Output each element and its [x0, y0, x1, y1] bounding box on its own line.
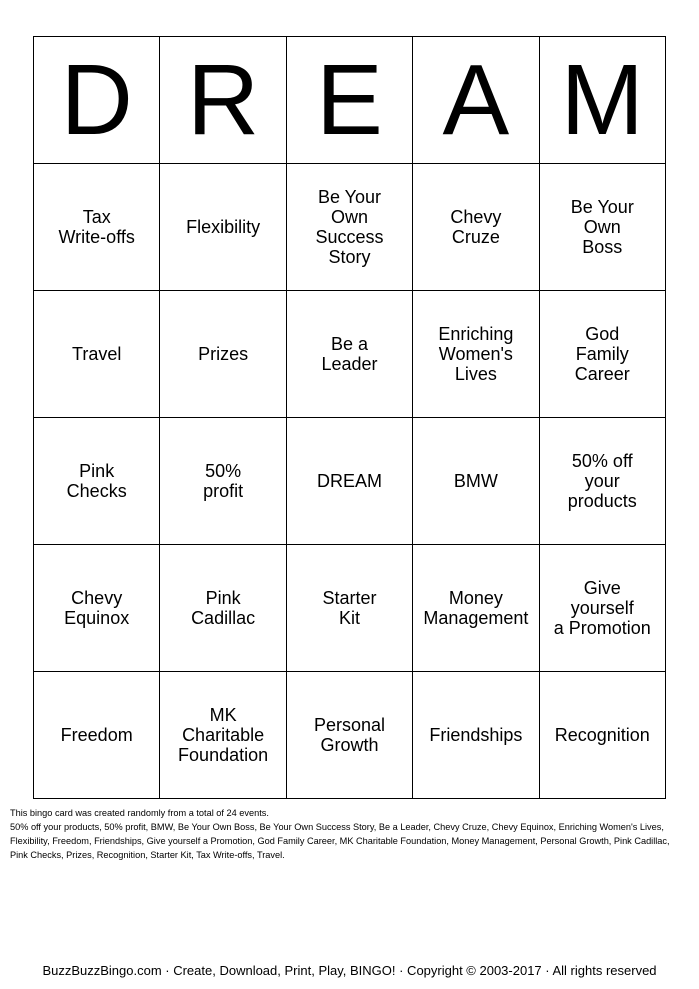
bingo-cell — [34, 418, 160, 545]
cell-text: Starter Kit — [322, 588, 377, 628]
cell-text: Prizes — [198, 344, 249, 364]
bingo-cell — [160, 672, 286, 799]
bingo-cell — [539, 545, 665, 672]
header-cell: A — [413, 37, 539, 164]
info-event-list: 50% off your products, 50% profit, BMW, Be Your Own Boss, Be Your Own Success Story, Be a Leader, Chevy Cruze, Chevy Equinox, Enriching Women's Lives, — [10, 822, 664, 832]
cell-text: Pink Checks — [66, 461, 127, 501]
cell-text: Be a Leader — [321, 334, 378, 374]
free-space-cell — [286, 418, 412, 545]
card-info — [10, 806, 690, 862]
cell-text: Friendships — [429, 725, 523, 745]
cell-text: 50% off your products — [567, 451, 637, 511]
header-row — [34, 37, 666, 164]
bingo-cell — [34, 291, 160, 418]
cell-text: Flexibility — [186, 217, 261, 237]
bingo-cell — [413, 545, 539, 672]
bingo-cell — [34, 672, 160, 799]
cell-text: God Family Career — [574, 324, 630, 384]
bingo-row — [34, 418, 666, 545]
cell-text: Be Your Own Success Story — [315, 187, 384, 267]
bingo-cell — [34, 545, 160, 672]
cell-text: Tax Write-offs — [58, 207, 135, 247]
bingo-cell — [539, 418, 665, 545]
bingo-cell — [413, 418, 539, 545]
cell-text: 50% profit — [203, 461, 244, 501]
bingo-row — [34, 164, 666, 291]
bingo-cell — [286, 291, 412, 418]
bingo-cell — [160, 164, 286, 291]
bingo-cell — [539, 164, 665, 291]
cell-text: Chevy Cruze — [450, 207, 502, 247]
cell-text: BMW — [453, 471, 498, 491]
bingo-cell — [160, 291, 286, 418]
cell-text: Enriching Women's Lives — [438, 324, 514, 384]
bingo-card — [33, 36, 666, 799]
cell-text: Travel — [72, 344, 122, 364]
cell-text: Pink Cadillac — [191, 588, 256, 628]
bingo-cell — [286, 164, 412, 291]
cell-text: Be Your Own Boss — [570, 197, 634, 257]
cell-text: Chevy Equinox — [64, 588, 130, 628]
info-event-list: Flexibility, Freedom, Friendships, Give yourself a Promotion, God Family Career, MK Charitable Foundation, Money Management, Personal Growth, Pink Cadillac, — [10, 836, 670, 846]
cell-text: DREAM — [316, 471, 382, 491]
header-cell: R — [160, 37, 286, 164]
copyright-footer: BuzzBuzzBingo.com · Create, Download, Print, Play, BINGO! · Copyright © 2003-2017 · All rights reserved — [42, 963, 657, 978]
cell-text: MK Charitable Foundation — [178, 705, 269, 765]
cell-text: Money Management — [423, 588, 529, 628]
cell-text: Personal Growth — [313, 715, 385, 755]
bingo-cell — [413, 291, 539, 418]
cell-text: Freedom — [60, 725, 133, 745]
bingo-cell — [34, 164, 160, 291]
bingo-row — [34, 291, 666, 418]
cell-text: Recognition — [554, 725, 650, 745]
bingo-cell — [413, 164, 539, 291]
info-event-list: Pink Checks, Prizes, Recognition, Starter Kit, Tax Write-offs, Travel. — [10, 850, 285, 860]
bingo-cell — [286, 672, 412, 799]
header-cell: M — [539, 37, 665, 164]
info-summary: This bingo card was created randomly from a total of 24 events. — [10, 808, 269, 818]
cell-text: Give yourself a Promotion — [553, 578, 651, 638]
bingo-row — [34, 672, 666, 799]
header-cell: D — [34, 37, 160, 164]
header-cell: E — [286, 37, 412, 164]
bingo-row — [34, 545, 666, 672]
bingo-cell — [413, 672, 539, 799]
bingo-cell — [160, 418, 286, 545]
bingo-cell — [539, 672, 665, 799]
bingo-cell — [539, 291, 665, 418]
bingo-cell — [286, 545, 412, 672]
bingo-cell — [160, 545, 286, 672]
